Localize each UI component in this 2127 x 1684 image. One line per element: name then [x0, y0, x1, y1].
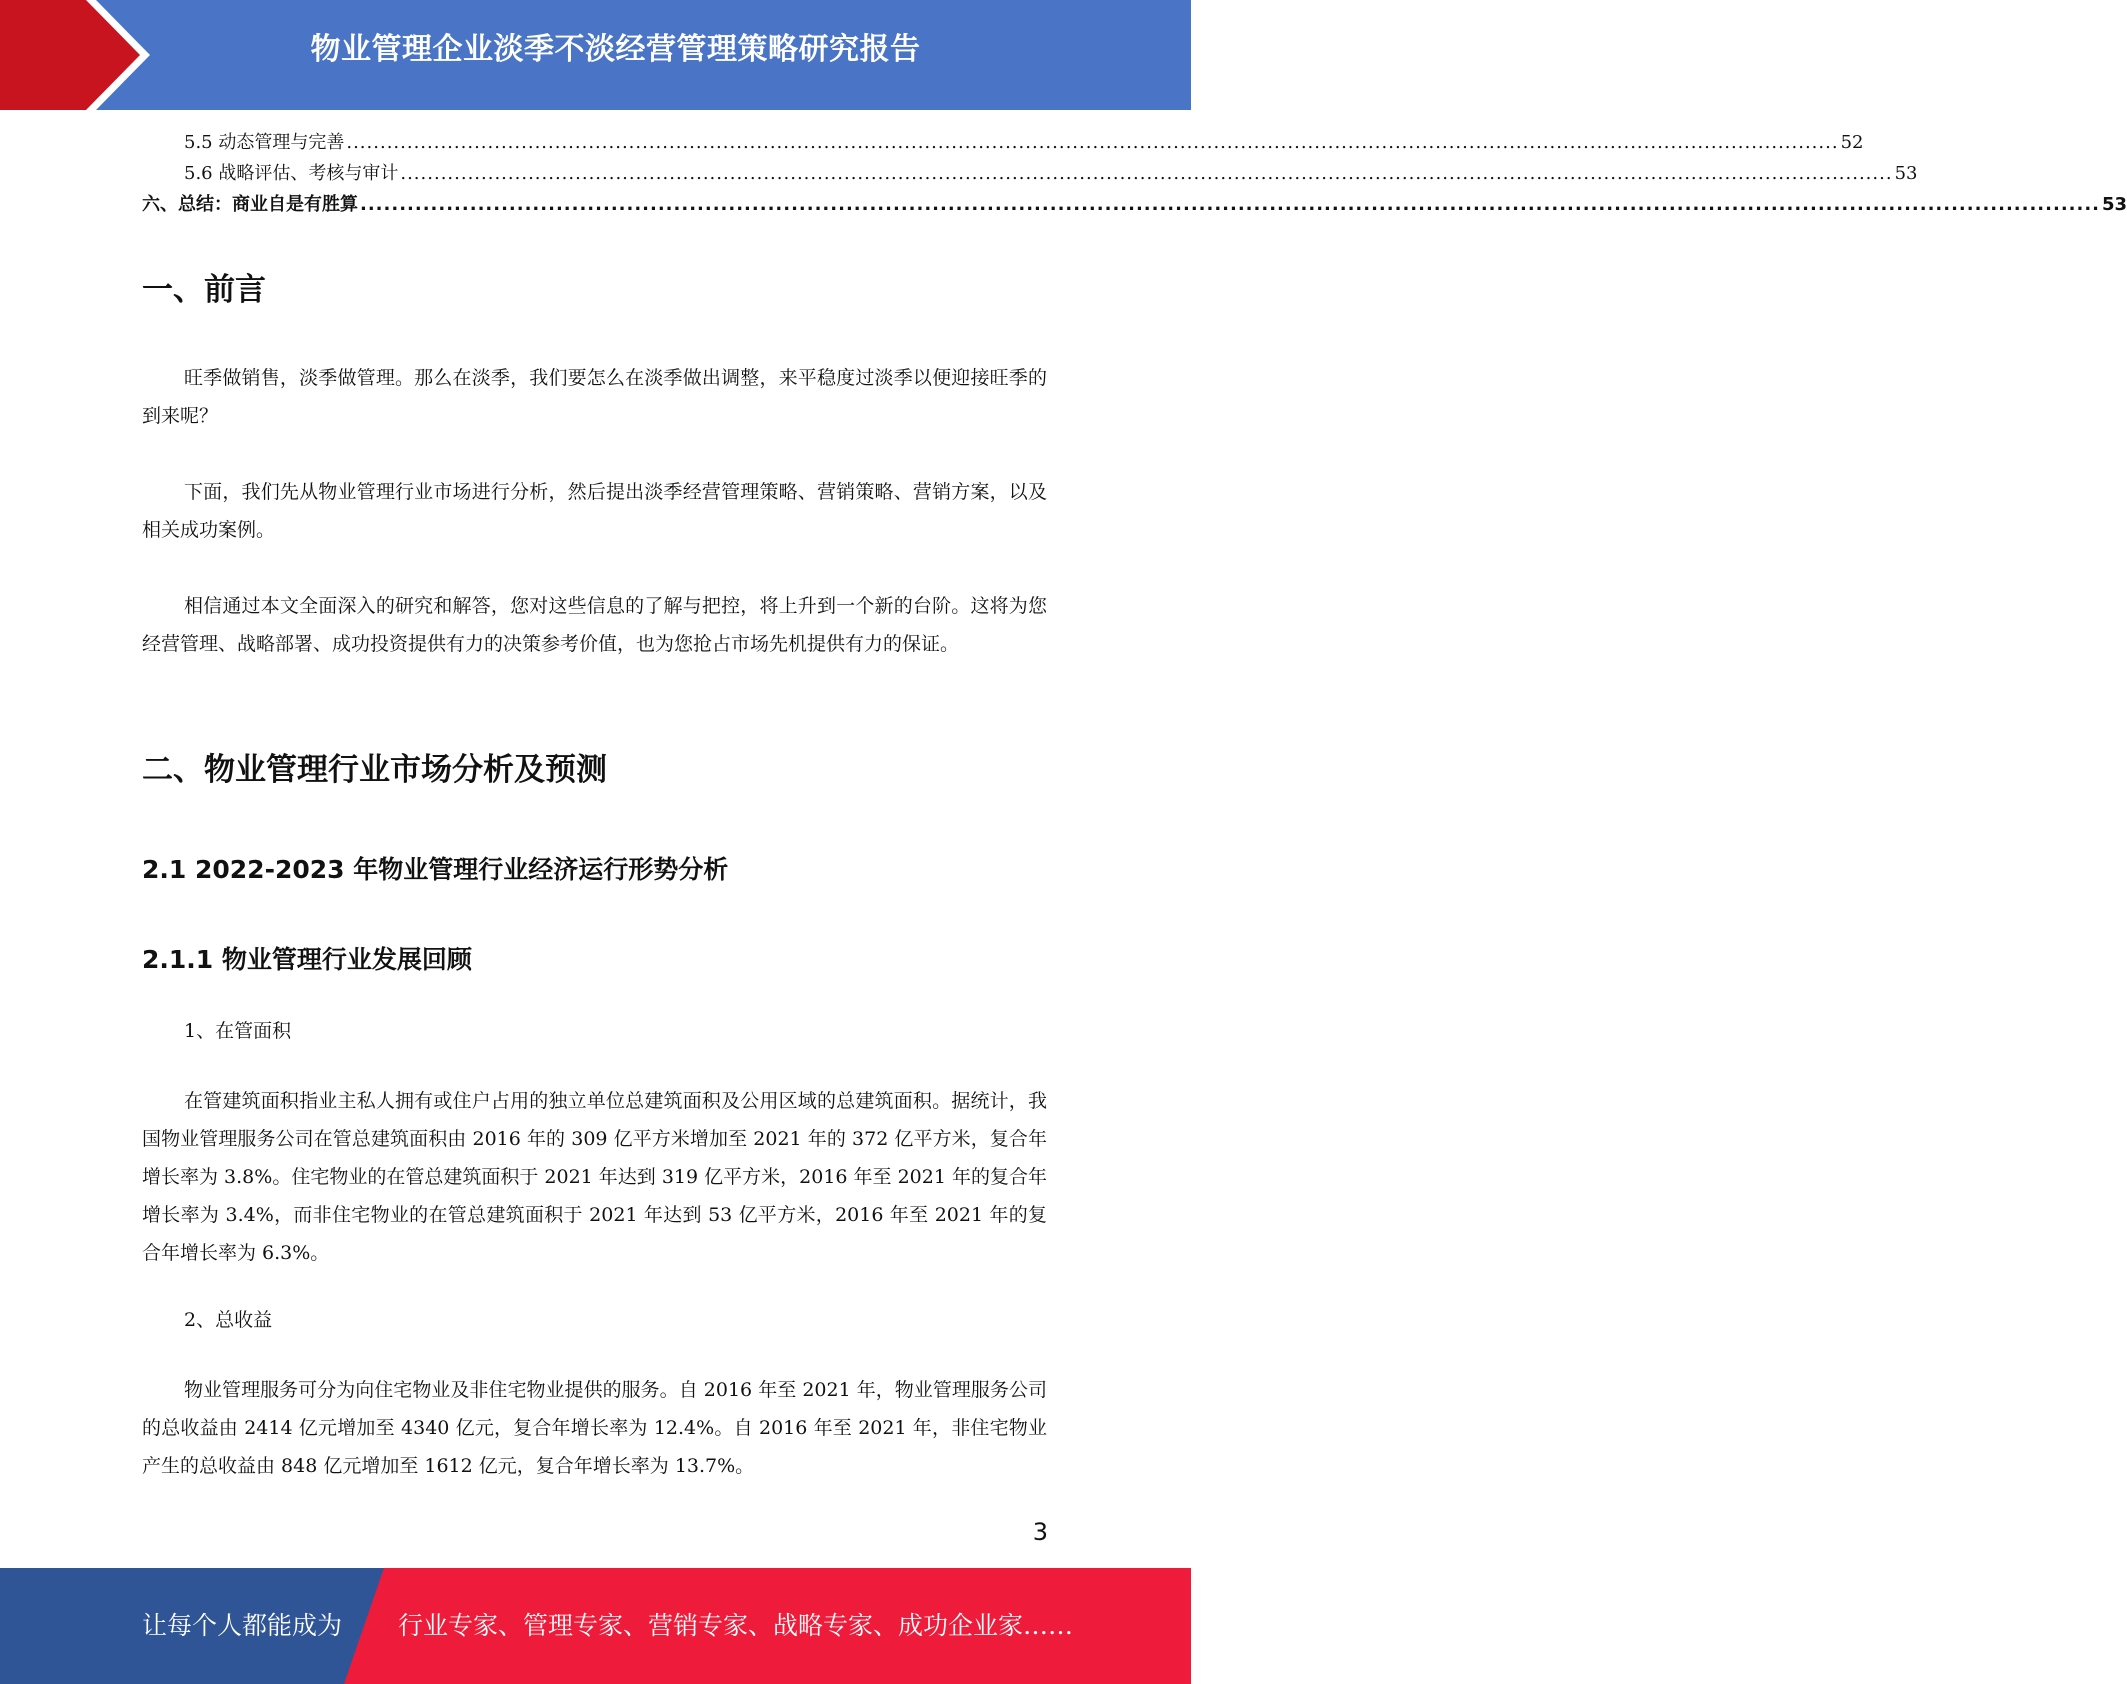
subsection-heading-2-1-1: 2.1.1 物业管理行业发展回顾 — [142, 945, 472, 974]
toc-entry-page: 52 — [1840, 132, 1864, 153]
toc-leader-dots: .............................................................................................................................................................................................................................. — [400, 163, 1893, 184]
page-number: 3 — [1032, 1518, 1048, 1546]
intro-paragraph-3: 相信通过本文全面深入的研究和解答，您对这些信息的了解与把控，将上升到一个新的台阶。这将为您经营管理、战略部署、成功投资提供有力的决策参考价值，也为您抢占市场先机提供有力的保证。 — [142, 595, 1047, 655]
intro-paragraph-1: 旺季做销售，淡季做管理。那么在淡季，我们要怎么在淡季做出调整，来平稳度过淡季以便迎接旺季的到来呢？ — [142, 367, 1047, 427]
toc-entry-label: 5.6 战略评估、考核与审计 — [184, 163, 399, 184]
toc-entry[interactable] — [142, 128, 1864, 159]
page-footer — [0, 1568, 1191, 1684]
footer-slogan-right: 行业专家、管理专家、营销专家、战略专家、成功企业家…… — [398, 1611, 1074, 1640]
list-item-heading: 2、总收益 — [184, 1309, 273, 1331]
total-revenue-paragraph: 物业管理服务可分为向住宅物业及非住宅物业提供的服务。自 2016 年至 2021 年，物业管理服务公司的总收益由 2414 亿元增加至 4340 亿元，复合年增长率为 12.4%。自 2016 年至 2021 年，非住宅物业产生的总收益由 848 亿元增加至 1612 亿元，复合年增长率为 13.7%。 — [142, 1379, 1047, 1477]
toc-entry[interactable] — [142, 159, 1918, 190]
subsection-heading-2-1: 2.1 2022-2023 年物业管理行业经济运行形势分析 — [142, 855, 729, 884]
toc-entry-label: 六、总结：商业自是有胜算 — [142, 194, 358, 215]
managed-area-paragraph: 在管建筑面积指业主私人拥有或住户占用的独立单位总建筑面积及公用区域的总建筑面积。据统计，我国物业管理服务公司在管总建筑面积由 2016 年的 309 亿平方米增加至 2021 年的 372 亿平方米，复合年增长率为 3.8%。住宅物业的在管总建筑面积于 2021 年达到 319 亿平方米，2016 年至 2021 年的复合年增长率为 3.4%，而非住宅物业的在管总建筑面积于 2021 年达到 53 亿平方米，2016 年至 2021 年的复合年增长率为 6.3%。 — [142, 1090, 1047, 1264]
toc-leader-dots: .............................................................................................................................................................................................................................. — [346, 132, 1839, 153]
section-heading-market: 二、物业管理行业市场分析及预测 — [142, 752, 607, 788]
intro-paragraph-2: 下面，我们先从物业管理行业市场进行分析，然后提出淡季经营管理策略、营销策略、营销方案，以及相关成功案例。 — [142, 481, 1047, 541]
footer-slogan-left: 让每个人都能成为 — [142, 1611, 343, 1640]
toc-leader-dots: .............................................................................................................................................................................................................................. — [360, 194, 2101, 215]
table-of-contents — [142, 128, 2127, 221]
toc-entry-page: 53 — [1894, 163, 1918, 184]
page-header — [0, 0, 1191, 110]
document-title: 物业管理企业淡季不淡经营管理策略研究报告 — [310, 32, 921, 67]
toc-entry-label: 5.5 动态管理与完善 — [184, 132, 345, 153]
section-heading-intro: 一、前言 — [142, 272, 266, 308]
list-item-heading: 1、在管面积 — [184, 1020, 292, 1042]
toc-entry-page: 53 — [2102, 194, 2127, 215]
toc-entry[interactable] — [142, 190, 2127, 221]
